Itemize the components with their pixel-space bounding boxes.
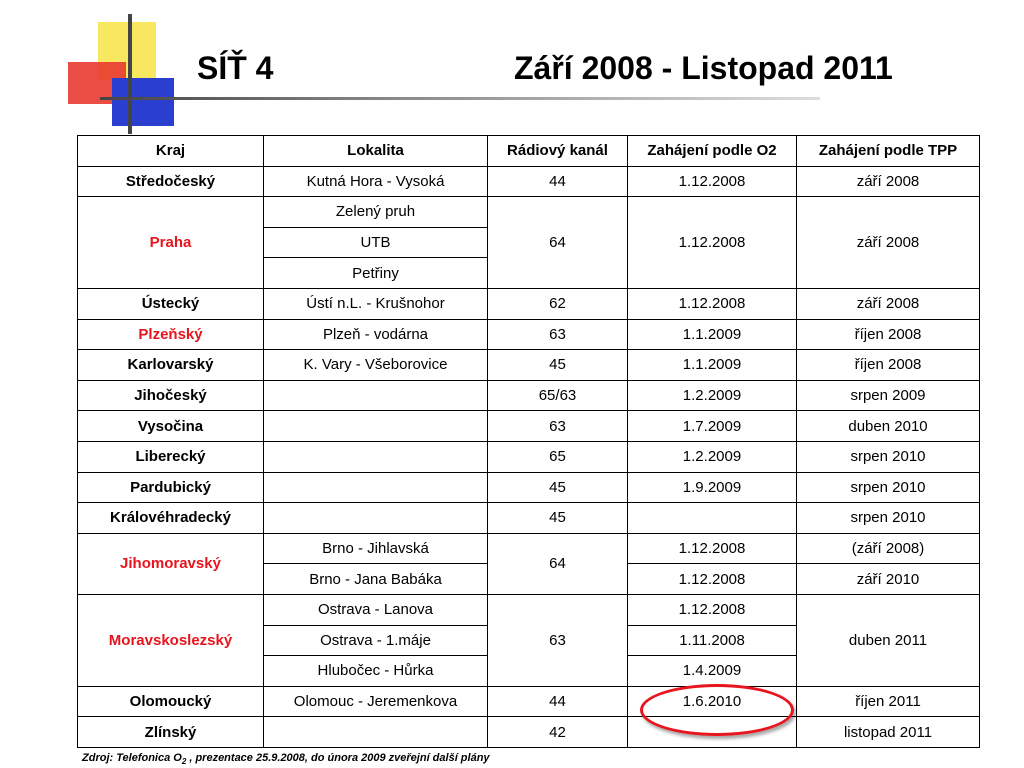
cell-lokalita: Plzeň - vodárna <box>264 319 488 350</box>
table-row <box>78 472 980 503</box>
cell-kraj: Královéhradecký <box>78 503 264 534</box>
cell-kraj: Jihomoravský <box>78 533 264 594</box>
table-row <box>78 411 980 442</box>
cell-tpp: září 2010 <box>797 564 980 595</box>
cell-kanal: 65 <box>488 441 628 472</box>
table-row <box>78 380 980 411</box>
cell-kraj: Středočeský <box>78 166 264 197</box>
cell-tpp: duben 2010 <box>797 411 980 442</box>
cell-kanal: 45 <box>488 472 628 503</box>
cell-tpp: říjen 2008 <box>797 319 980 350</box>
footnote-prefix: Zdroj: Telefonica O <box>82 752 182 764</box>
cell-o2 <box>628 503 797 534</box>
cell-kraj: Olomoucký <box>78 686 264 717</box>
cell-lokalita <box>264 441 488 472</box>
cell-kanal: 62 <box>488 288 628 319</box>
cell-kanal: 44 <box>488 166 628 197</box>
cell-lokalita: Hlubočec - Hůrka <box>264 656 488 687</box>
table-row <box>78 288 980 319</box>
cell-o2: 1.4.2009 <box>628 656 797 687</box>
cell-o2: 1.1.2009 <box>628 350 797 381</box>
page-subtitle-period: Září 2008 - Listopad 2011 <box>514 50 893 86</box>
header-kanal: Rádiový kanál <box>488 136 628 167</box>
header-tpp: Zahájení podle TPP <box>797 136 980 167</box>
cell-o2: 1.12.2008 <box>628 166 797 197</box>
table-row <box>78 441 980 472</box>
cell-lokalita <box>264 411 488 442</box>
table-header-row <box>78 136 980 167</box>
cell-kraj: Plzeňský <box>78 319 264 350</box>
cell-o2: 1.2.2009 <box>628 441 797 472</box>
table-row <box>78 594 980 625</box>
cell-lokalita: Ústí n.L. - Krušnohor <box>264 288 488 319</box>
cell-o2: 1.2.2009 <box>628 380 797 411</box>
cell-lokalita <box>264 717 488 748</box>
table-row <box>78 197 980 228</box>
footnote-suffix: , prezentace 25.9.2008, do února 2009 zveřejní další plány <box>186 752 490 764</box>
cell-o2: 1.12.2008 <box>628 533 797 564</box>
source-footnote <box>82 752 490 766</box>
cell-tpp: listopad 2011 <box>797 717 980 748</box>
cell-lokalita <box>264 472 488 503</box>
cell-kanal: 64 <box>488 533 628 594</box>
cell-kraj: Karlovarský <box>78 350 264 381</box>
logo-blue-square <box>112 78 174 126</box>
cell-kanal: 63 <box>488 411 628 442</box>
cell-lokalita: Brno - Jana Babáka <box>264 564 488 595</box>
table-row <box>78 319 980 350</box>
cell-lokalita: Zelený pruh <box>264 197 488 228</box>
cell-kraj: Pardubický <box>78 472 264 503</box>
header-kraj: Kraj <box>78 136 264 167</box>
header-o2: Zahájení podle O2 <box>628 136 797 167</box>
table-row <box>78 717 980 748</box>
cell-lokalita: Kutná Hora - Vysoká <box>264 166 488 197</box>
cell-tpp: (září 2008) <box>797 533 980 564</box>
cell-lokalita: UTB <box>264 227 488 258</box>
cell-o2: 1.12.2008 <box>628 564 797 595</box>
cell-lokalita <box>264 380 488 411</box>
cell-lokalita: Ostrava - Lanova <box>264 594 488 625</box>
cell-o2: 1.12.2008 <box>628 288 797 319</box>
cell-lokalita: K. Vary - Všeborovice <box>264 350 488 381</box>
highlight-circle <box>640 684 794 736</box>
cell-o2: 1.12.2008 <box>628 197 797 289</box>
cell-tpp: srpen 2010 <box>797 441 980 472</box>
cell-kraj: Moravskoslezský <box>78 594 264 686</box>
cell-kraj: Praha <box>78 197 264 289</box>
cell-lokalita: Olomouc - Jeremenkova <box>264 686 488 717</box>
cell-kanal: 42 <box>488 717 628 748</box>
cell-lokalita: Brno - Jihlavská <box>264 533 488 564</box>
table-row <box>78 503 980 534</box>
cell-kanal: 44 <box>488 686 628 717</box>
cell-tpp: září 2008 <box>797 166 980 197</box>
cell-o2: 1.12.2008 <box>628 594 797 625</box>
cell-kraj: Ústecký <box>78 288 264 319</box>
cell-o2: 1.7.2009 <box>628 411 797 442</box>
cell-tpp: srpen 2009 <box>797 380 980 411</box>
cell-o2: 1.6.2010 <box>628 686 797 717</box>
cell-kraj: Jihočeský <box>78 380 264 411</box>
table-row <box>78 533 980 564</box>
logo-vertical-line <box>128 14 132 134</box>
cell-o2: 1.9.2009 <box>628 472 797 503</box>
network-table <box>77 135 980 748</box>
header-lokalita: Lokalita <box>264 136 488 167</box>
cell-kraj: Liberecký <box>78 441 264 472</box>
footnote-subscript: 2 <box>181 757 187 767</box>
cell-o2: 1.1.2009 <box>628 319 797 350</box>
cell-kanal: 45 <box>488 503 628 534</box>
cell-kanal: 65/63 <box>488 380 628 411</box>
cell-tpp: říjen 2011 <box>797 686 980 717</box>
cell-lokalita: Petřiny <box>264 258 488 289</box>
cell-tpp: duben 2011 <box>797 594 980 686</box>
title-underline <box>100 97 820 100</box>
table-row <box>78 686 980 717</box>
cell-tpp: září 2008 <box>797 197 980 289</box>
cell-tpp: srpen 2010 <box>797 472 980 503</box>
table-row <box>78 350 980 381</box>
cell-kanal: 45 <box>488 350 628 381</box>
table-row <box>78 166 980 197</box>
page-title: SÍŤ 4 <box>197 50 274 86</box>
cell-kanal: 63 <box>488 594 628 686</box>
cell-tpp: září 2008 <box>797 288 980 319</box>
cell-tpp: říjen 2008 <box>797 350 980 381</box>
cell-kraj: Vysočina <box>78 411 264 442</box>
cell-o2: 1.11.2008 <box>628 625 797 656</box>
cell-lokalita <box>264 503 488 534</box>
cell-lokalita: Ostrava - 1.máje <box>264 625 488 656</box>
cell-tpp: srpen 2010 <box>797 503 980 534</box>
cell-kanal: 64 <box>488 197 628 289</box>
cell-kraj: Zlínský <box>78 717 264 748</box>
cell-kanal: 63 <box>488 319 628 350</box>
